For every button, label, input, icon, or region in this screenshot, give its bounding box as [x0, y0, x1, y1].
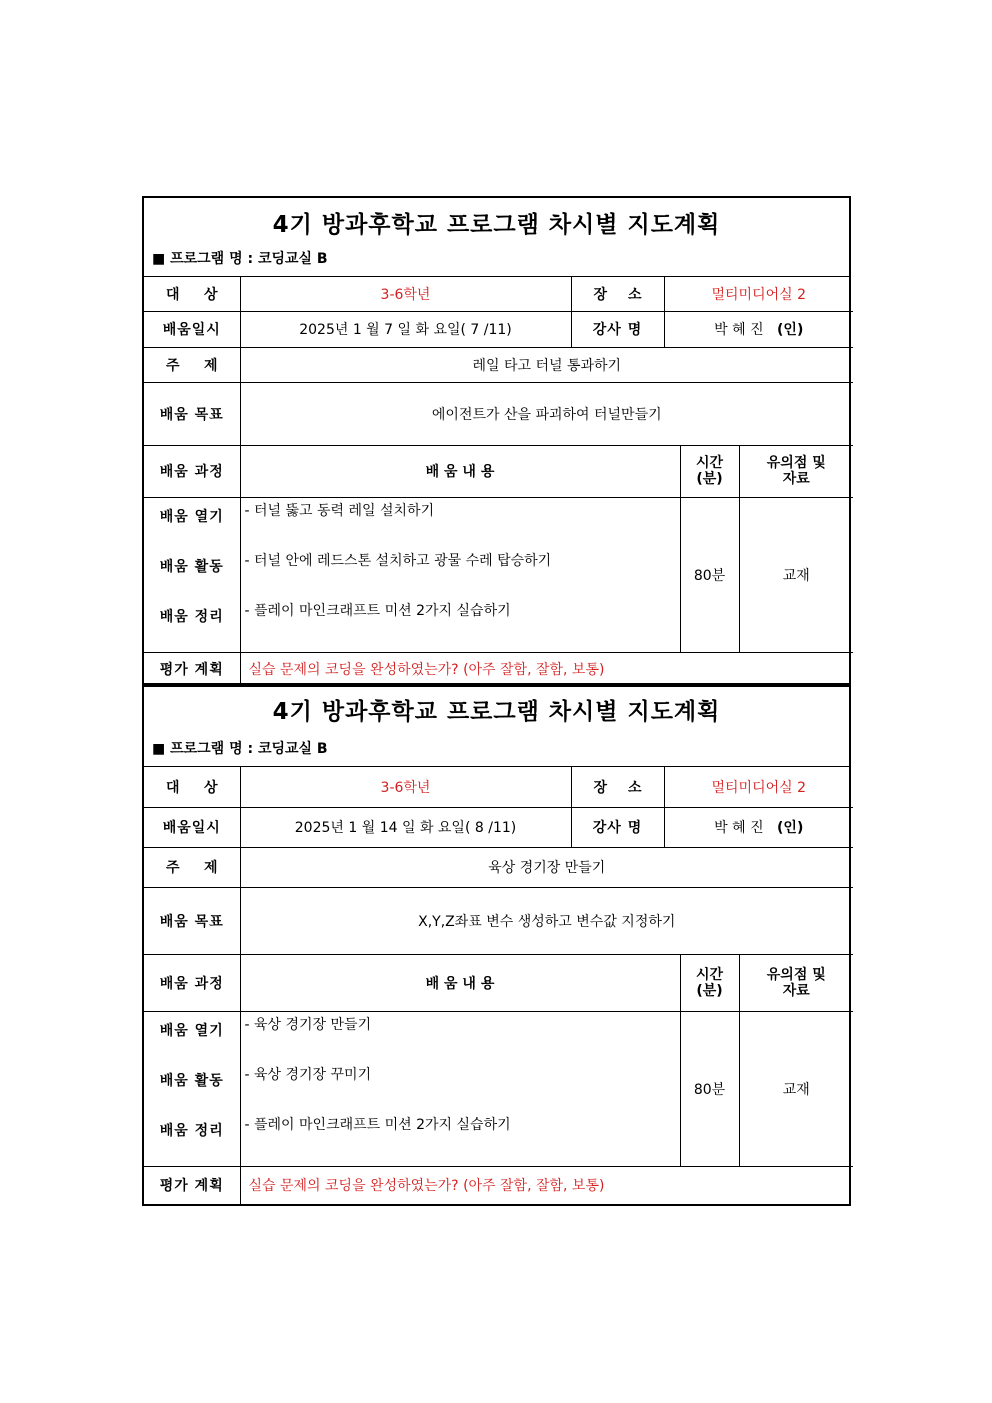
topic-value: 레일 타고 터널 통과하기: [240, 347, 853, 382]
stage-open: 배움 열기: [159, 508, 224, 525]
target-value: 3-6학년: [240, 767, 571, 807]
goal-label: 배움 목표: [144, 382, 240, 445]
process-row: [144, 497, 853, 652]
topic-label: 주 제: [144, 847, 240, 887]
plan-header: [144, 198, 849, 277]
process-row: [144, 1011, 853, 1166]
teacher-label: 강사 명: [571, 807, 664, 847]
notes-header: 유의점 및 자료: [739, 445, 853, 497]
place-label: 장 소: [571, 277, 664, 311]
date-label: 배움일시: [144, 807, 240, 847]
time-header: 시간 (분): [680, 954, 739, 1011]
teacher-value: 박 혜 진 (인): [664, 311, 853, 347]
content-header: 배 움 내 용: [240, 954, 680, 1011]
place-value: 멀티미디어실 2: [664, 277, 853, 311]
eval-label: 평가 계획: [144, 1166, 240, 1204]
topic-row: [144, 847, 853, 887]
target-row: [144, 277, 853, 311]
topic-value: 육상 경기장 만들기: [240, 847, 853, 887]
program-name: 프로그램 명 : 코딩교실 B: [170, 251, 328, 267]
program-name-line: [152, 248, 328, 268]
header-row: [144, 445, 853, 497]
stage-activity: 배움 활동: [159, 1072, 224, 1089]
goal-row: [144, 382, 853, 445]
plan-table: [144, 277, 853, 685]
content-header: 배 움 내 용: [240, 445, 680, 497]
content-list: [240, 1011, 680, 1166]
notes-value: 교재: [739, 1011, 853, 1166]
stage-list: [144, 497, 240, 652]
process-header: 배움 과정: [144, 445, 240, 497]
time-value: 80분: [680, 1011, 739, 1166]
time-value: 80분: [680, 497, 739, 652]
stage-activity: 배움 활동: [159, 558, 224, 575]
date-value: 2025년 1 월 14 일 화 요일( 8 /11): [240, 807, 571, 847]
content-item: - 육상 경기장 만들기: [244, 1016, 372, 1033]
topic-row: [144, 347, 853, 382]
eval-value: 실습 문제의 코딩을 완성하였는가? (아주 잘함, 잘함, 보통): [240, 652, 853, 685]
content-item: - 플레이 마인크래프트 미션 2가지 실습하기: [244, 1116, 511, 1133]
square-bullet-icon: ■: [152, 741, 166, 757]
content-list: [240, 497, 680, 652]
target-row: [144, 767, 853, 807]
content-item: - 터널 안에 레드스톤 설치하고 광물 수레 탑승하기: [244, 552, 552, 569]
goal-label: 배움 목표: [144, 887, 240, 954]
plan-table: [144, 767, 853, 1204]
seal-mark: (인): [777, 322, 804, 338]
stage-close: 배움 정리: [159, 608, 224, 625]
program-name-line: [152, 738, 328, 758]
plan-header: [144, 685, 849, 767]
target-label: 대 상: [144, 277, 240, 311]
notes-header: 유의점 및 자료: [739, 954, 853, 1011]
seal-mark: (인): [777, 820, 804, 836]
eval-value: 실습 문제의 코딩을 완성하였는가? (아주 잘함, 잘함, 보통): [240, 1166, 853, 1204]
square-bullet-icon: ■: [152, 251, 166, 267]
content-item: - 터널 뚫고 동력 레일 설치하기: [244, 502, 435, 519]
date-label: 배움일시: [144, 311, 240, 347]
plan-title: 4기 방과후학교 프로그램 차시별 지도계획: [272, 699, 721, 725]
target-value: 3-6학년: [240, 277, 571, 311]
target-label: 대 상: [144, 767, 240, 807]
eval-label: 평가 계획: [144, 652, 240, 685]
goal-row: [144, 887, 853, 954]
stage-list: [144, 1011, 240, 1166]
goal-value: X,Y,Z좌표 변수 생성하고 변수값 지정하기: [240, 887, 853, 954]
time-header: 시간 (분): [680, 445, 739, 497]
teacher-label: 강사 명: [571, 311, 664, 347]
plan-title: 4기 방과후학교 프로그램 차시별 지도계획: [272, 212, 721, 238]
lesson-plan-1: [142, 196, 851, 687]
stage-open: 배움 열기: [159, 1022, 224, 1039]
teacher-value: 박 혜 진 (인): [664, 807, 853, 847]
program-name: 프로그램 명 : 코딩교실 B: [170, 741, 328, 757]
content-item: - 육상 경기장 꾸미기: [244, 1066, 372, 1083]
eval-row: [144, 652, 853, 685]
place-label: 장 소: [571, 767, 664, 807]
date-row: [144, 311, 853, 347]
eval-row: [144, 1166, 853, 1204]
content-item: - 플레이 마인크래프트 미션 2가지 실습하기: [244, 602, 511, 619]
header-row: [144, 954, 853, 1011]
stage-close: 배움 정리: [159, 1122, 224, 1139]
lesson-plan-2: [142, 683, 851, 1206]
goal-value: 에이전트가 산을 파괴하여 터널만들기: [240, 382, 853, 445]
process-header: 배움 과정: [144, 954, 240, 1011]
place-value: 멀티미디어실 2: [664, 767, 853, 807]
notes-value: 교재: [739, 497, 853, 652]
topic-label: 주 제: [144, 347, 240, 382]
date-value: 2025년 1 월 7 일 화 요일( 7 /11): [240, 311, 571, 347]
date-row: [144, 807, 853, 847]
